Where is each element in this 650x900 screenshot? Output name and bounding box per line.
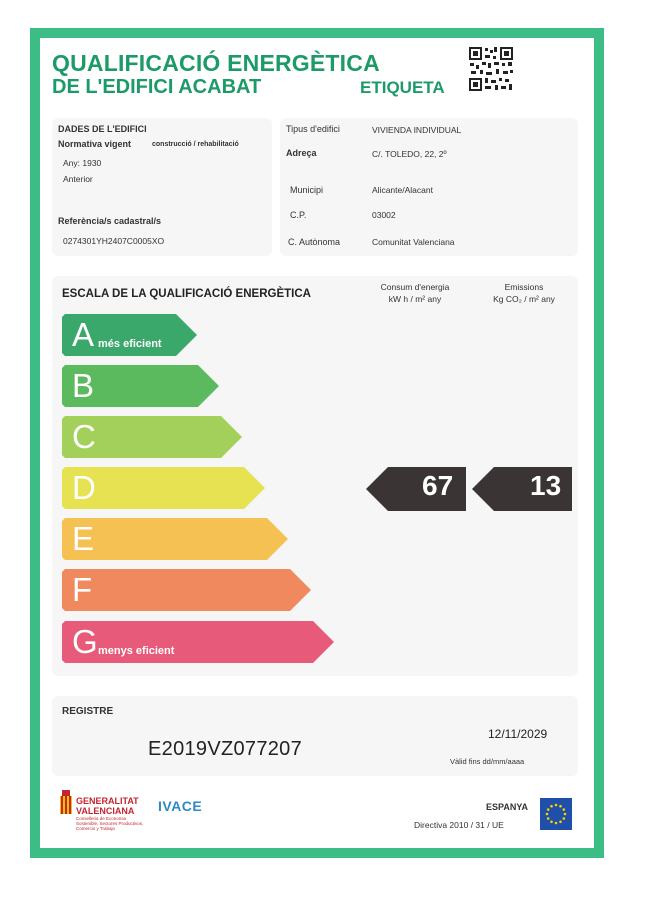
- eu-star: [562, 808, 565, 811]
- registre-date: 12/11/2029: [488, 727, 548, 741]
- ivace-logo: IVACE: [158, 798, 203, 814]
- energy-bar-a: [62, 314, 197, 356]
- gva-sub3: Comercio y Trabajo: [76, 826, 116, 831]
- cp-label: C.P.: [290, 210, 307, 220]
- tipus-label: Tipus d'edifici: [286, 124, 340, 134]
- energy-bar-letter: A: [72, 316, 95, 353]
- consum-indicator-text-box: [366, 467, 466, 511]
- energy-bar-fill: [62, 569, 311, 611]
- autonoma-value: Comunitat Valenciana: [372, 237, 455, 247]
- eu-star: [555, 822, 558, 825]
- energy-bar-sublabel: menys eficient: [98, 645, 175, 657]
- construction-label: construcció / rehabilitació: [152, 141, 239, 148]
- eu-flag-icon: [540, 798, 572, 830]
- energy-bar-letter: F: [72, 571, 93, 608]
- adreca-value: C/. TOLEDO, 22, 2º: [372, 149, 447, 159]
- cp-value: 03002: [372, 210, 396, 220]
- registre-number: E2019VZ077207: [148, 738, 303, 760]
- eu-star: [550, 805, 553, 808]
- gva-subtext: [76, 816, 143, 831]
- qr-code-icon: [468, 46, 514, 92]
- scale-title: ESCALA DE LA QUALIFICACIÓ ENERGÈTICA: [62, 288, 311, 300]
- emissions-unit: Kg CO₂ / m² any: [493, 294, 555, 304]
- energy-bar-c: [62, 416, 242, 458]
- consum-label: Consum d'energia: [380, 282, 450, 292]
- eu-star: [550, 820, 553, 823]
- energy-bar-g: [62, 621, 334, 663]
- consum-header: [360, 281, 470, 305]
- eu-star: [555, 804, 558, 807]
- energy-bar-letter: C: [72, 418, 96, 455]
- cadastral-label: Referència/s cadastral/s: [58, 216, 162, 226]
- consum-unit: kW h / m² any: [388, 294, 442, 304]
- energy-bar-e: [62, 518, 288, 560]
- consum-value: 67: [422, 470, 454, 501]
- gva-line1: GENERALITAT: [76, 796, 139, 806]
- emissions-label: Emissions: [504, 282, 544, 292]
- emissions-header: [472, 281, 576, 305]
- energy-bar-sublabel: més eficient: [98, 338, 162, 350]
- directive-label: Directiva 2010 / 31 / UE: [414, 820, 504, 830]
- year-value: Any: 1930: [63, 158, 102, 168]
- eu-star: [546, 813, 549, 816]
- municipi-value: Alicante/Alacant: [372, 185, 433, 195]
- eu-star: [564, 813, 567, 816]
- energy-bar-b: [62, 365, 219, 407]
- country-label: ESPANYA: [486, 802, 529, 812]
- cadastral-value: 0274301YH2407C0005XO: [63, 236, 165, 246]
- energy-bar-d: [62, 467, 265, 509]
- normativa-label: Normativa vigent: [58, 139, 132, 149]
- normativa-value: Anterior: [63, 174, 93, 184]
- energy-bar-letter: D: [72, 469, 96, 506]
- energy-bar-letter: E: [72, 520, 95, 557]
- registre-label: REGISTRE: [62, 706, 114, 717]
- energy-bar-shape: [62, 518, 288, 560]
- emissions-indicator-text-box: [472, 467, 572, 511]
- energy-bar-f: [62, 569, 311, 611]
- energy-bar-shape: [62, 569, 311, 611]
- gva-sub2: Sostenible, Sectores Productivos,: [76, 821, 144, 826]
- energy-bar-letter: G: [72, 623, 98, 660]
- eu-star: [562, 817, 565, 820]
- eu-star: [559, 820, 562, 823]
- emissions-value: 13: [530, 470, 562, 501]
- municipi-label: Municipi: [290, 185, 324, 195]
- gva-logo-text: [76, 796, 139, 816]
- eu-star: [559, 805, 562, 808]
- gva-line2: VALENCIANA: [76, 806, 135, 816]
- etiqueta-label: ETIQUETA: [360, 78, 445, 97]
- eu-star: [547, 808, 550, 811]
- tipus-value: VIVIENDA INDIVIDUAL: [372, 125, 462, 135]
- title-line2: DE L'EDIFICI ACABAT: [52, 76, 262, 98]
- registre-valid-text: Vàlid fins dd/mm/aaaa: [450, 757, 525, 766]
- energy-bar-fill: [62, 518, 288, 560]
- title-line1: QUALIFICACIÓ ENERGÈTICA: [52, 50, 380, 76]
- eu-star: [547, 817, 550, 820]
- adreca-label: Adreça: [286, 148, 317, 158]
- building-section-label: DADES DE L'EDIFICI: [58, 124, 147, 134]
- energy-bar-letter: B: [72, 367, 95, 404]
- gva-sub1: Conselleria de Economia: [76, 816, 127, 821]
- autonoma-label: C. Autònoma: [288, 237, 341, 247]
- gva-shield-icon: [58, 790, 74, 816]
